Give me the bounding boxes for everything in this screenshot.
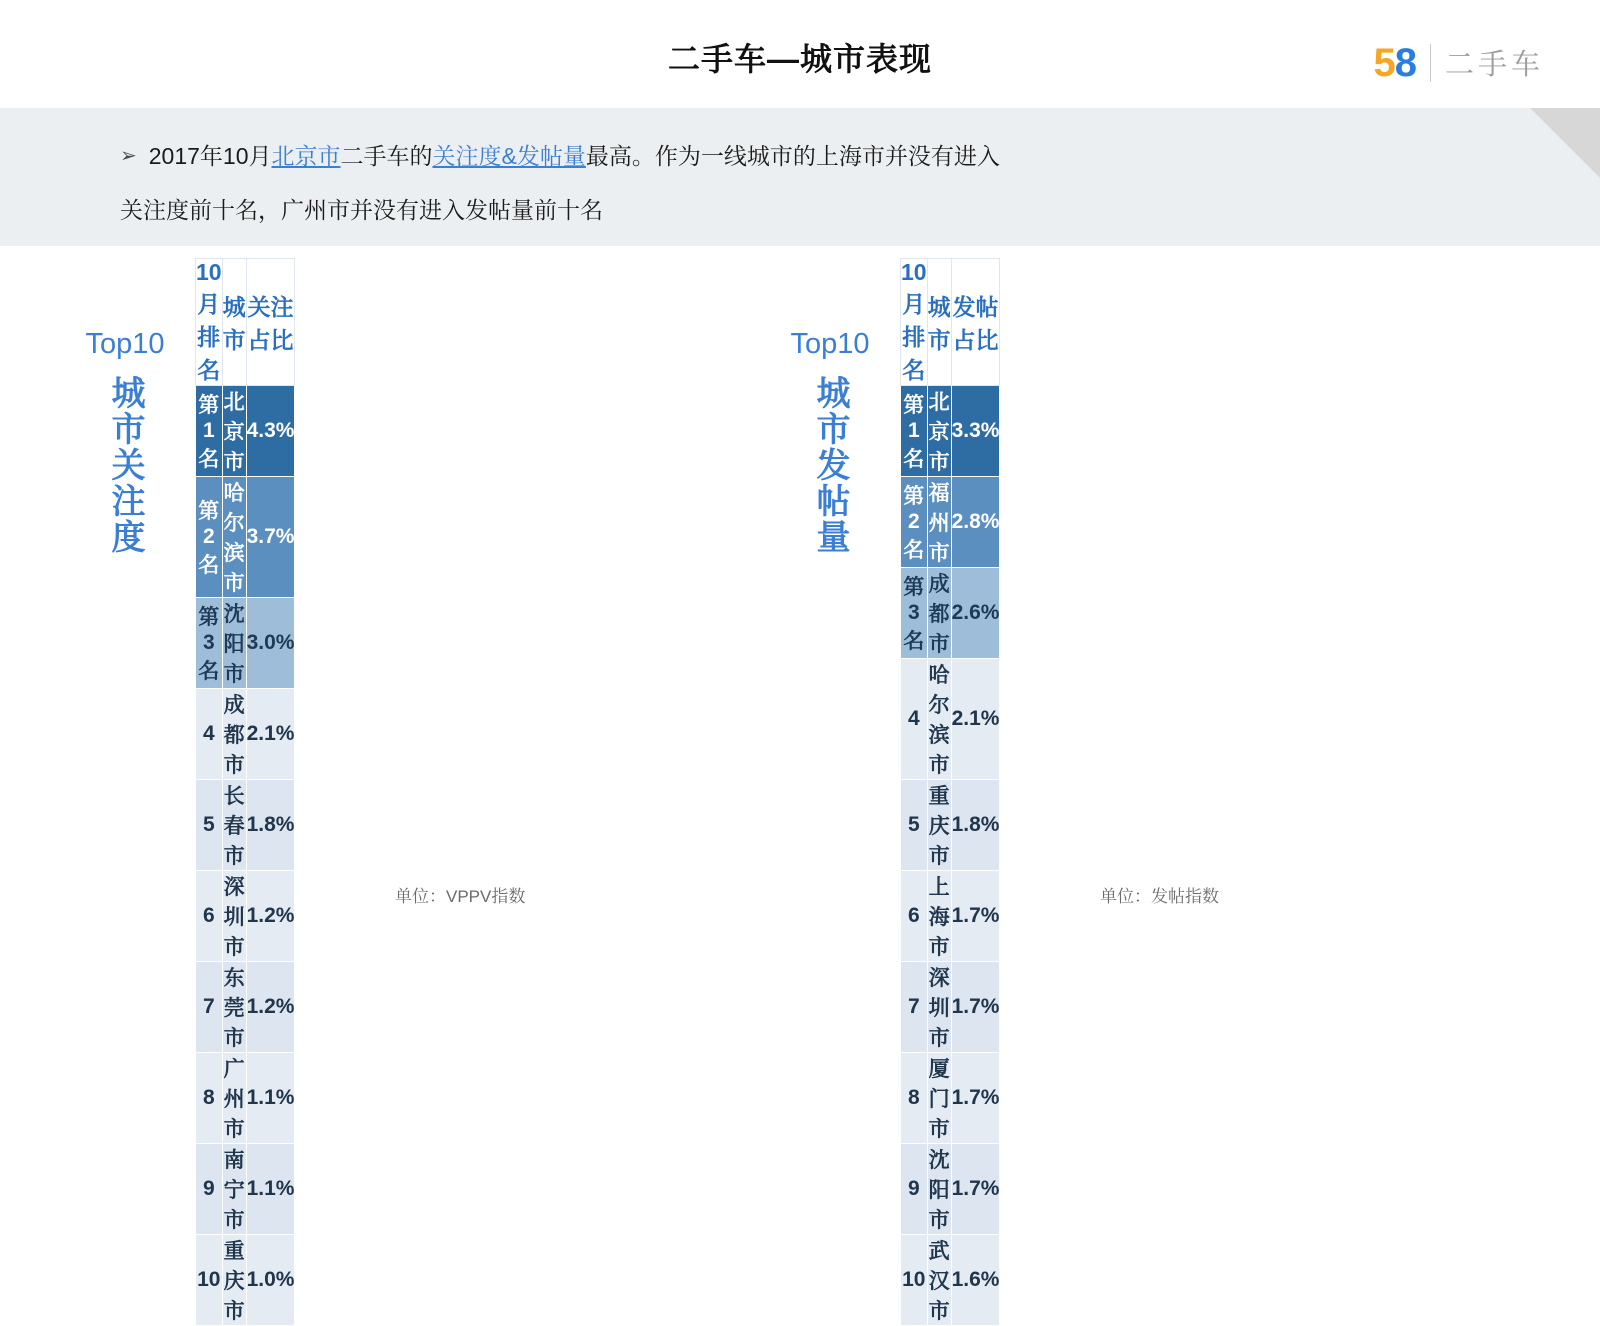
cell-city: 深圳市: [927, 962, 951, 1053]
cell-city: 福州市: [927, 477, 951, 568]
cell-city: 重庆市: [222, 1235, 246, 1326]
cell-rank: 9: [901, 1144, 928, 1235]
cell-rank: 4: [901, 659, 928, 780]
table-header-row: [196, 259, 295, 386]
side-vertical-label-left: 城市关注度: [106, 375, 145, 555]
cell-city: 沈阳市: [222, 598, 246, 689]
table-row: [901, 659, 1000, 780]
table-row: [196, 477, 295, 598]
cell-value: 1.7%: [951, 962, 1000, 1053]
cell-city: 哈尔滨市: [927, 659, 951, 780]
cell-city: 北京市: [927, 386, 951, 477]
logo-digit-5: 5: [1373, 40, 1395, 85]
table-row: [901, 1235, 1000, 1326]
cell-rank: 9: [196, 1144, 223, 1235]
cell-rank: 6: [901, 871, 928, 962]
cell-city: 北京市: [222, 386, 246, 477]
cell-rank: 第2名: [196, 477, 223, 598]
callout-text-mid: 二手车的: [340, 143, 433, 169]
table-row: [196, 1053, 295, 1144]
table-row: [901, 780, 1000, 871]
side-vertical-label-right: 城市发帖量: [811, 375, 850, 555]
cell-value: 3.3%: [951, 386, 1000, 477]
table-row: [901, 386, 1000, 477]
cell-city: 沈阳市: [927, 1144, 951, 1235]
cell-rank: 7: [901, 962, 928, 1053]
cell-value: 1.1%: [246, 1053, 295, 1144]
cell-city: 东莞市: [222, 962, 246, 1053]
bullet-arrow-icon: ➢: [120, 145, 137, 167]
cell-city: 成都市: [927, 568, 951, 659]
cell-value: 3.7%: [246, 477, 295, 598]
cell-city: 广州市: [222, 1053, 246, 1144]
side-top10-label-right: Top10: [790, 328, 870, 360]
table-posting: [900, 258, 1000, 1326]
column-header-value: 发帖占比: [951, 259, 1000, 386]
table-row: [196, 1144, 295, 1235]
column-header-rank: 10月排名: [196, 259, 223, 386]
cell-value: 1.8%: [951, 780, 1000, 871]
unit-note-left: 单位：VPPV指数: [395, 887, 526, 906]
cell-value: 1.7%: [951, 871, 1000, 962]
callout-text-pre: 2017年10月: [148, 143, 272, 169]
side-label-posting: [765, 328, 895, 560]
cell-city: 成都市: [222, 689, 246, 780]
cell-city: 武汉市: [927, 1235, 951, 1326]
cell-rank: 10: [901, 1235, 928, 1326]
cell-rank: 4: [196, 689, 223, 780]
table-attention: [195, 258, 295, 1326]
cell-value: 2.6%: [951, 568, 1000, 659]
cell-rank: 第3名: [901, 568, 928, 659]
cell-value: 4.3%: [246, 386, 295, 477]
callout-text-post: 最高。作为一线城市的上海市并没有进入: [585, 143, 1000, 169]
table-header-row: [901, 259, 1000, 386]
column-header-city: 城市: [927, 259, 951, 386]
logo-digit-8: 8: [1394, 40, 1416, 85]
column-header-rank: 10月排名: [901, 259, 928, 386]
callout-bar: [0, 108, 1600, 246]
cell-rank: 6: [196, 871, 223, 962]
cell-value: 1.6%: [951, 1235, 1000, 1326]
cell-city: 重庆市: [927, 780, 951, 871]
cell-city: 上海市: [927, 871, 951, 962]
cell-rank: 第2名: [901, 477, 928, 568]
cell-city: 深圳市: [222, 871, 246, 962]
cell-rank: 7: [196, 962, 223, 1053]
cell-rank: 5: [196, 780, 223, 871]
cell-value: 2.1%: [951, 659, 1000, 780]
table-row: [196, 962, 295, 1053]
side-label-attention: [60, 328, 190, 560]
cell-city: 厦门市: [927, 1053, 951, 1144]
table-row: [901, 1053, 1000, 1144]
brand-logo: [1373, 42, 1544, 83]
logo-58-icon: [1373, 40, 1416, 85]
cell-value: 1.7%: [951, 1144, 1000, 1235]
cell-rank: 10: [196, 1235, 223, 1326]
cell-value: 2.1%: [246, 689, 295, 780]
callout-line-1: [120, 130, 1460, 184]
table-row: [901, 477, 1000, 568]
unit-note-right: 单位：发帖指数: [1100, 887, 1219, 906]
side-top10-label-left: Top10: [85, 328, 165, 360]
column-header-city: 城市: [222, 259, 246, 386]
column-header-value: 关注占比: [246, 259, 295, 386]
cell-value: 1.0%: [246, 1235, 295, 1326]
page-title: 二手车—城市表现: [667, 41, 932, 77]
corner-fold-decoration: [1530, 108, 1600, 178]
table-row: [196, 689, 295, 780]
corner-fold-fill: [1530, 178, 1600, 246]
cell-value: 1.8%: [246, 780, 295, 871]
table-row: [196, 1235, 295, 1326]
cell-rank: 8: [901, 1053, 928, 1144]
cell-rank: 第1名: [196, 386, 223, 477]
cell-rank: 第1名: [901, 386, 928, 477]
cell-rank: 5: [901, 780, 928, 871]
cell-city: 南宁市: [222, 1144, 246, 1235]
table-row: [901, 871, 1000, 962]
table-row: [196, 386, 295, 477]
cell-value: 3.0%: [246, 598, 295, 689]
callout-highlight-metric: 关注度&发帖量: [432, 143, 586, 169]
table-row: [196, 780, 295, 871]
cell-value: 1.2%: [246, 871, 295, 962]
table-row: [901, 568, 1000, 659]
table-row: [901, 1144, 1000, 1235]
table-row: [196, 598, 295, 689]
brand-label: 二手车: [1444, 49, 1544, 81]
table-row: [901, 962, 1000, 1053]
cell-value: 2.8%: [951, 477, 1000, 568]
cell-rank: 第3名: [196, 598, 223, 689]
table-row: [196, 871, 295, 962]
cell-value: 1.7%: [951, 1053, 1000, 1144]
callout-highlight-city: 北京市: [271, 143, 341, 169]
cell-rank: 8: [196, 1053, 223, 1144]
callout-line-2: 关注度前十名，广州市并没有进入发帖量前十名: [120, 197, 603, 223]
cell-city: 哈尔滨市: [222, 477, 246, 598]
brand-divider: [1430, 44, 1431, 82]
cell-value: 1.1%: [246, 1144, 295, 1235]
cell-city: 长春市: [222, 780, 246, 871]
callout-text-block: [120, 130, 1460, 236]
cell-value: 1.2%: [246, 962, 295, 1053]
